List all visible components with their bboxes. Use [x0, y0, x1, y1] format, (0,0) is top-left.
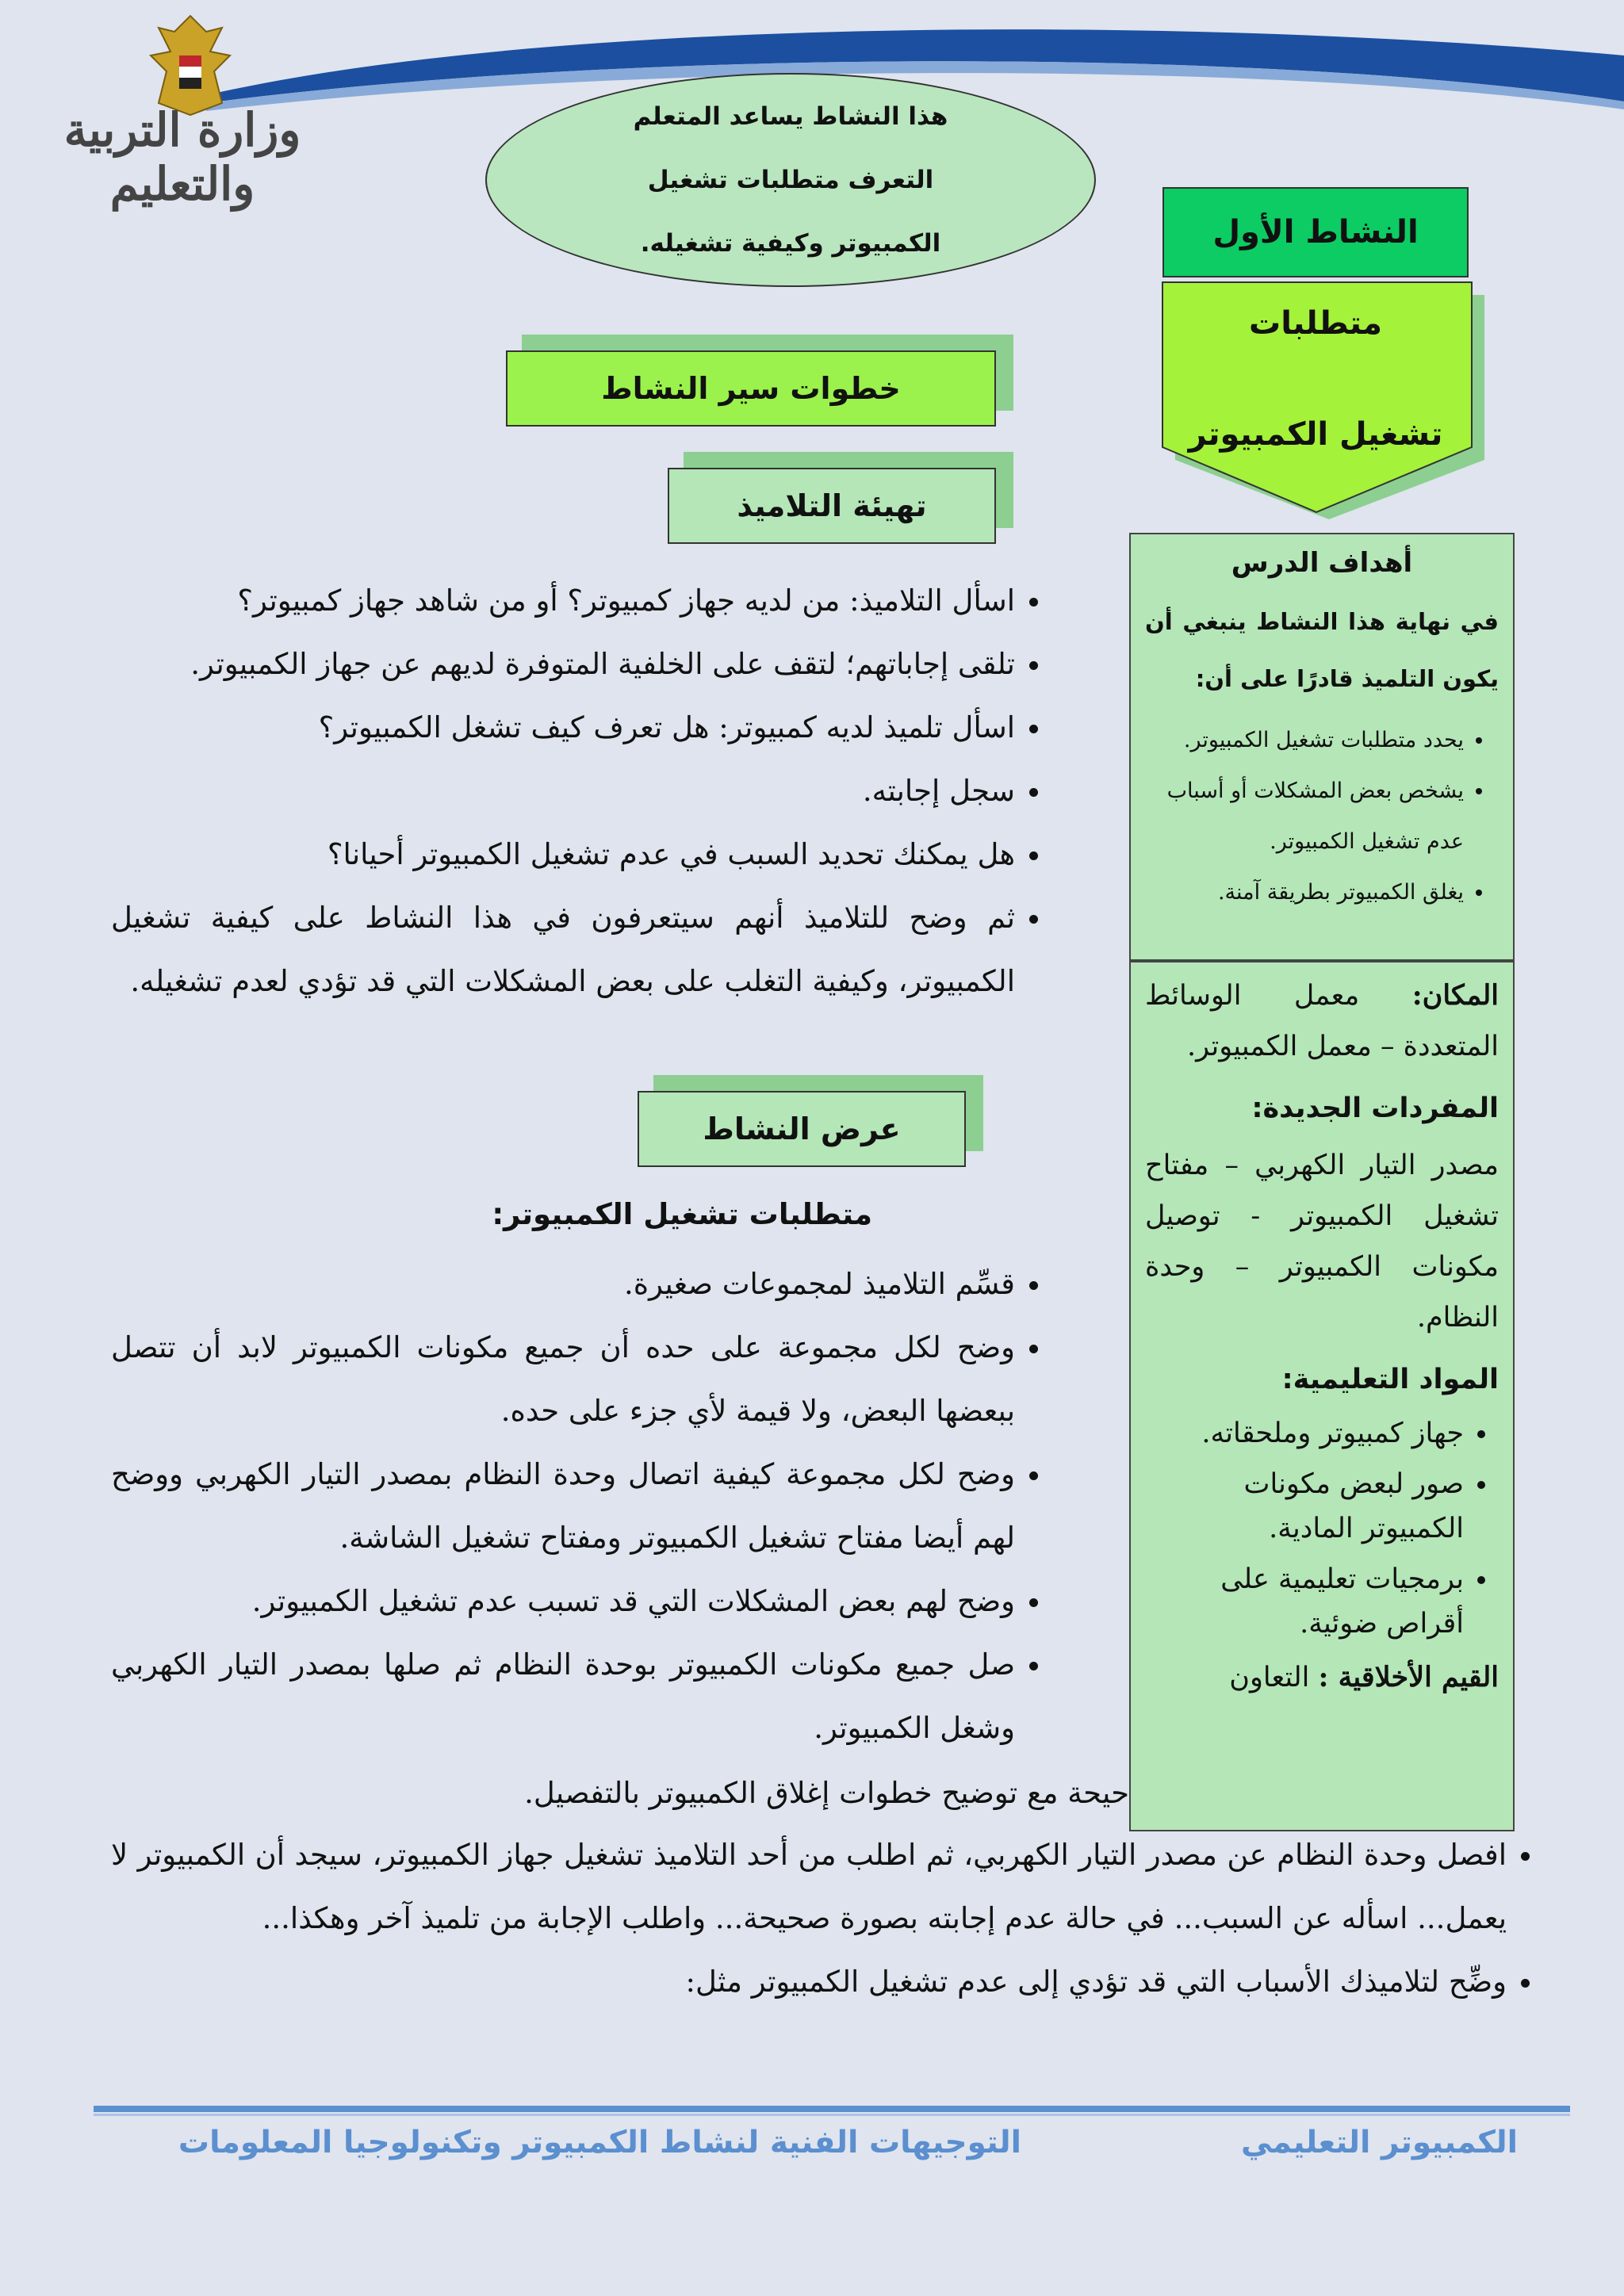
- footer-divider: [94, 2106, 1570, 2112]
- goals-intro: في نهاية هذا النشاط ينبغي أن يكون التلميذ قادرًا على أن:: [1145, 608, 1499, 692]
- list-item: • برمجيات تعليمية على أقراص ضوئية.: [1145, 1557, 1464, 1646]
- list-item: • وضح لهم بعض المشكلات التي قد تسبب عدم تشغيل الكمبيوتر.: [111, 1570, 1015, 1633]
- activity-title-box: النشاط الأول: [1162, 187, 1469, 277]
- list-item: • وضح لكل مجموعة كيفية اتصال وحدة النظام بمصدر التيار الكهربي ووضح لهم أيضا مفتاح تشغيل الكمبيوتر ومفتاح تشغيل الشاشة.: [111, 1443, 1015, 1570]
- partial-text-line: حيحة مع توضيح خطوات إغلاق الكمبيوتر بالتفصيل.: [524, 1776, 1129, 1810]
- vocab-label: المفردات الجديدة:: [1251, 1093, 1499, 1124]
- goals-list: [1145, 715, 1499, 918]
- list-item: • وضِّح لتلاميذك الأسباب التي قد تؤدي إلى عدم تشغيل الكمبيوتر مثل:: [111, 1950, 1507, 2014]
- vocab-value: مصدر التيار الكهربي – مفتاح تشغيل الكمبيوتر - توصيل مكونات الكمبيوتر – وحدة النظام.: [1145, 1150, 1499, 1334]
- place-row: [1145, 970, 1499, 1072]
- materials-list: [1145, 1411, 1499, 1646]
- list-item: • هل يمكنك تحديد السبب في عدم تشغيل الكمبيوتر أحيانا؟: [111, 823, 1015, 886]
- list-item: • يحدد متطلبات تشغيل الكمبيوتر.: [1145, 715, 1464, 766]
- activity-summary-text: هذا النشاط يساعد المتعلم التعرف متطلبات تشغيل الكمبيوتر وكيفية تشغيله.: [633, 102, 948, 258]
- requirements-list: [111, 1253, 1063, 1760]
- list-item: • صور لبعض مكونات الكمبيوتر المادية.: [1145, 1462, 1464, 1551]
- list-item: • صل جميع مكونات الكمبيوتر بوحدة النظام ثم صلها بمصدر التيار الكهربي وشغل الكمبيوتر.: [111, 1633, 1015, 1760]
- lesson-info-box: [1129, 961, 1515, 1831]
- display-heading: عرض النشاط: [638, 1091, 966, 1167]
- requirements-subtitle: متطلبات تشغيل الكمبيوتر:: [492, 1197, 872, 1231]
- footer-right-title: الكمبيوتر التعليمي: [1240, 2125, 1518, 2160]
- values-label: القيم الأخلاقية :: [1318, 1661, 1499, 1693]
- activity-subtitle-line2: تشغيل الكمبيوتر: [1188, 416, 1443, 453]
- ministry-logo-text: وزارة التربية والتعليم: [63, 103, 301, 211]
- list-item: • قسِّم التلاميذ لمجموعات صغيرة.: [111, 1253, 1015, 1316]
- prep-list: [111, 569, 1063, 1013]
- list-item: • سجل إجابته.: [111, 760, 1015, 823]
- list-item: • وضح لكل مجموعة على حده أن جميع مكونات الكمبيوتر لابد أن تتصل ببعضها البعض، ولا قيمة لأي جزء على حده.: [111, 1316, 1015, 1443]
- values-row: [1145, 1652, 1499, 1703]
- lesson-goals-box: [1129, 533, 1515, 961]
- list-item: • اسأل تلميذ لديه كمبيوتر: هل تعرف كيف تشغل الكمبيوتر؟: [111, 696, 1015, 760]
- activity-summary-oval: [485, 73, 1096, 287]
- list-item: • افصل وحدة النظام عن مصدر التيار الكهربي، ثم اطلب من أحد التلاميذ تشغيل جهاز الكمبيوتر، سيجد أن الكمبيوتر لا يعمل... اسأله عن السبب... في حالة عدم إجابته بصورة صحيحة... واطلب الإجابة من تلميذ آخر وهكذا...: [111, 1823, 1507, 1950]
- steps-heading: خطوات سير النشاط: [506, 350, 996, 427]
- materials-label: المواد التعليمية:: [1281, 1364, 1499, 1395]
- list-item: • اسأل التلاميذ: من لديه جهاز كمبيوتر؟ أو من شاهد جهاز كمبيوتر؟: [111, 569, 1015, 633]
- list-item: • يغلق الكمبيوتر بطريقة آمنة.: [1145, 867, 1464, 918]
- goals-title: أهداف الدرس: [1231, 547, 1413, 579]
- footer-left-title: التوجيهات الفنية لنشاط الكمبيوتر وتكنولوجيا المعلومات: [178, 2125, 1021, 2160]
- list-item: • يشخص بعض المشكلات أو أسباب عدم تشغيل الكمبيوتر.: [1145, 766, 1464, 867]
- list-item: • تلقى إجاباتهم؛ لتقف على الخلفية المتوفرة لديهم عن جهاز الكمبيوتر.: [111, 633, 1015, 696]
- prep-heading: تهيئة التلاميذ: [668, 468, 996, 544]
- values-value: التعاون: [1229, 1662, 1310, 1693]
- list-item: • جهاز كمبيوتر وملحقاته.: [1145, 1411, 1464, 1456]
- list-item: • ثم وضح للتلاميذ أنهم سيتعرفون في هذا النشاط على كيفية تشغيل الكمبيوتر، وكيفية التغلب على بعض المشكلات التي قد تؤدي لعدم تشغيله.: [111, 886, 1015, 1013]
- wide-list: [111, 1823, 1554, 2014]
- footer-divider-light: [94, 2114, 1570, 2116]
- place-value: معمل الوسائط المتعددة – معمل الكمبيوتر.: [1145, 980, 1499, 1062]
- place-label: المكان:: [1411, 979, 1499, 1012]
- activity-subtitle-line1: متطلبات: [1249, 305, 1382, 342]
